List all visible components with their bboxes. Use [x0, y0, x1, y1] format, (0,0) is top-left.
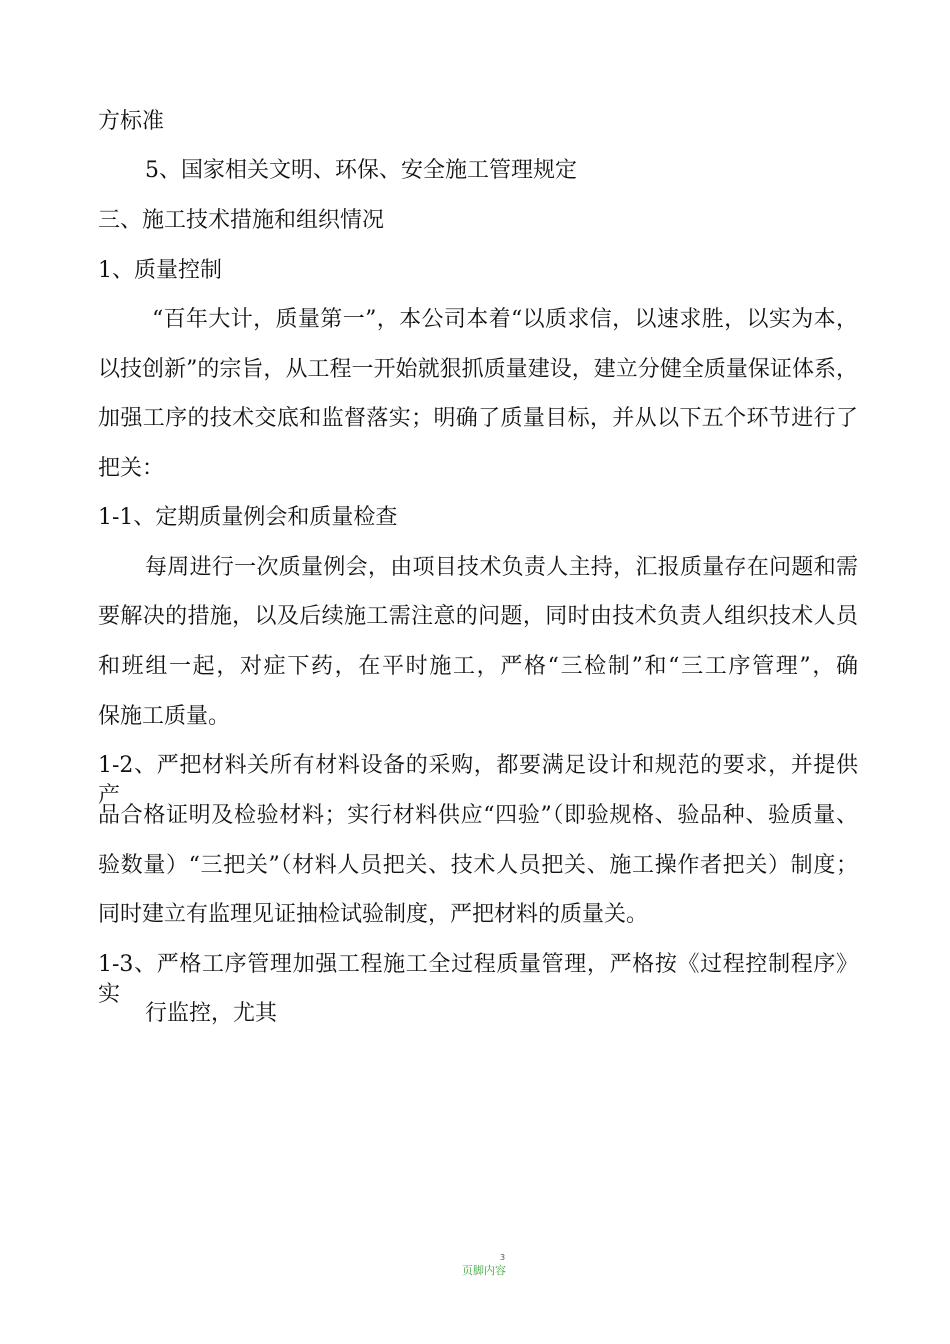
text-line: 把关： — [98, 456, 165, 481]
text-line: 1-2、严把材料关所有材料设备的采购，都要满足设计和规范的要求，并提供产 — [98, 753, 858, 808]
text-line: 和班组一起，对症下药，在平时施工，严格“三检制”和“三工序管理”，确 — [98, 654, 858, 679]
text-line: 1-3、严格工序管理加强工程施工全过程质量管理，严格按《过程控制程序》实 — [98, 952, 858, 1007]
subsection-heading: 1-1、定期质量例会和质量检查 — [98, 505, 398, 530]
text-line: 每周进行一次质量例会，由项目技术负责人主持，汇报质量存在问题和需 — [145, 555, 858, 580]
page-number: 3 — [500, 1253, 506, 1262]
text-line: 验数量）“三把关”（材料人员把关、技术人员把关、施工操作者把关）制度； — [98, 853, 858, 878]
text-line: 行监控，尤其 — [145, 1001, 278, 1026]
section-heading: 三、施工技术措施和组织情况 — [98, 208, 385, 233]
text-line: 加强工序的技术交底和监督落实；明确了质量目标，并从以下五个环节进行了 — [98, 406, 858, 431]
text-line: 品合格证明及检验材料；实行材料供应“四验”（即验规格、验品种、验质量、 — [98, 803, 858, 828]
text-line: 以技创新”的宗旨，从工程一开始就狠抓质量建设，建立分健全质量保证体系， — [98, 357, 858, 382]
text-line: “百年大计，质量第一”，本公司本着“以质求信，以速求胜，以实为本， — [152, 307, 858, 332]
text-line: 要解决的措施，以及后续施工需注意的问题，同时由技术负责人组织技术人员 — [98, 604, 858, 629]
text-line: 保施工质量。 — [98, 704, 231, 729]
text-line: 同时建立有监理见证抽检试验制度，严把材料的质量关。 — [98, 902, 649, 927]
text-line: 5、国家相关文明、环保、安全施工管理规定 — [145, 158, 577, 183]
text-line: 方标准 — [98, 109, 165, 134]
subsection-heading: 1、质量控制 — [98, 258, 222, 283]
footer-text: 页脚内容 — [462, 1264, 506, 1277]
